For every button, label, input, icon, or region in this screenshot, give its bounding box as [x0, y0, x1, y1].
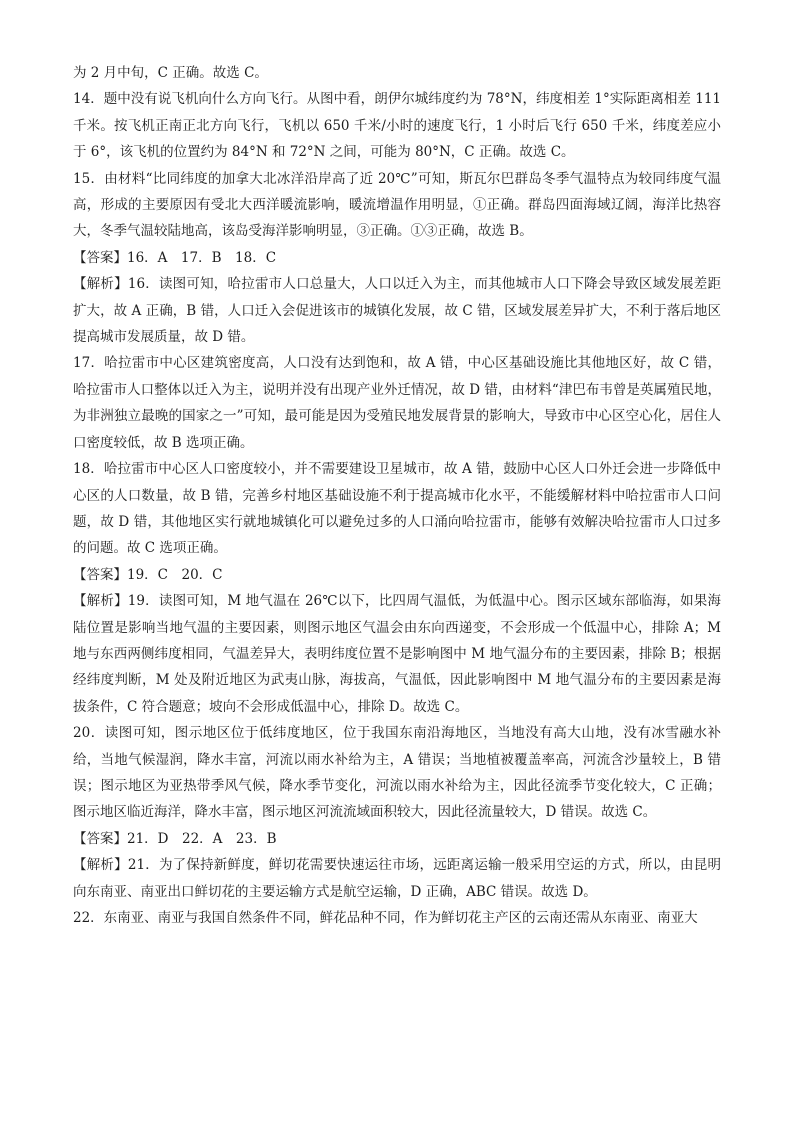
- analysis-18: 18．哈拉雷市中心区人口密度较小，并不需要建设卫星城市，故 A 错，鼓励中心区人口外迁会进一步降低中心区的人口数量，故 B 错，完善乡村地区基础设施不利于提高城市化水平，不能缓解材料中哈拉雷市人口问题，故 D 错，其他地区实行就地城镇化可以避免过多的人口涌向哈拉雷市，能够有效解决哈拉雷市人口过多的问题。故 C 选项正确。: [73, 461, 721, 557]
- answer-14-explanation: 14．题中没有说飞机向什么方向飞行。从图中看，朗伊尔城纬度约为 78°N，纬度相差 1°实际距离相差 111 千米。按飞机正南正北方向飞行，飞机以 650 千米/小时的速度飞行，1 小时后飞行 650 千米，纬度差应小于 6°，该飞机的位置约为 84°N 和 72°N 之间，可能为 80°N，C 正确。故选 C。: [73, 91, 721, 161]
- analysis-19: 【解析】19．读图可知，M 地气温在 26℃以下，比四周气温低，为低温中心。图示区域东部临海，如果海陆位置是影响当地气温的主要因素，则图示地区气温会由东向西递变，不会形成一个低温中心，排除 A；M 地与东西两侧纬度相同，气温差异大，表明纬度位置不是影响图中 M 地气温分布的主要因素，排除 B；根据经纬度判断，M 处及附近地区为武夷山脉，海拔高，气温低，因此影响图中 M 地气温分布的主要因素是海拔条件，C 符合题意；坡向不会形成低温中心，排除 D。故选 C。: [73, 593, 721, 715]
- answer-key-19-20: 【答案】19．C 20．C: [73, 566, 223, 583]
- analysis-16: 【解析】16．读图可知，哈拉雷市人口总量大，人口以迁入为主，而其他城市人口下降会导致区域发展差距扩大，故 A 正确，B 错，人口迁入会促进该市的城镇化发展，故 C 错，区域发展差异扩大，不利于落后地区提高城市发展质量，故 D 错。: [73, 276, 721, 346]
- answer-key-21-23: 【答案】21．D 22．A 23．B: [73, 830, 277, 847]
- analysis-22-partial: 22．东南亚、南亚与我国自然条件不同，鲜花品种不同，作为鲜切花主产区的云南还需从东南亚、南亚大: [73, 910, 698, 926]
- analysis-20: 20．读图可知，图示地区位于低纬度地区，位于我国东南沿海地区，当地没有高大山地，没有冰雪融水补给，当地气候湿润，降水丰富，河流以雨水补给为主，A 错误；当地植被覆盖率高，河流含沙量较上，B 错误；图示地区为亚热带季风气候，降水季节变化，河流以雨水补给为主，因此径流季节变化较大，C 正确；图示地区临近海洋，降水丰富，图示地区河流流域面积较大，因此径流量较大，D 错误。故选 C。: [73, 725, 721, 821]
- analysis-17: 17．哈拉雷市中心区建筑密度高，人口没有达到饱和，故 A 错，中心区基础设施比其他地区好，故 C 错，哈拉雷市人口整体以迁入为主，说明并没有出现产业外迁情况，故 D 错，由材料“津巴布韦曾是英属殖民地，为非洲独立最晚的国家之一”可知，最可能是因为受殖民地发展背景的影响大，导致市中心区空心化，居住人口密度较低，故 B 选项正确。: [73, 355, 721, 451]
- analysis-21: 【解析】21．为了保持新鲜度，鲜切花需要快速运往市场，远距离运输一般采用空运的方式，所以，由昆明向东南亚、南亚出口鲜切花的主要运输方式是航空运输，D 正确，ABC 错误。故选 D。: [73, 857, 721, 900]
- document-page: [73, 60, 721, 931]
- answer-key-16-18: 【答案】16．A 17．B 18．C: [73, 249, 277, 266]
- answer-13-tail: 为 2 月中旬，C 正确。故选 C。: [73, 65, 268, 81]
- answer-15-explanation: 15．由材料“比同纬度的加拿大北冰洋沿岸高了近 20℃”可知，斯瓦尔巴群岛冬季气温特点为较同纬度气温高，形成的主要原因有受北大西洋暖流影响，暖流增温作用明显，①正确。群岛四面海域辽阔，海洋比热容大，冬季气温较陆地高，该岛受海洋影响明显，③正确。①③正确，故选 B。: [73, 170, 721, 240]
